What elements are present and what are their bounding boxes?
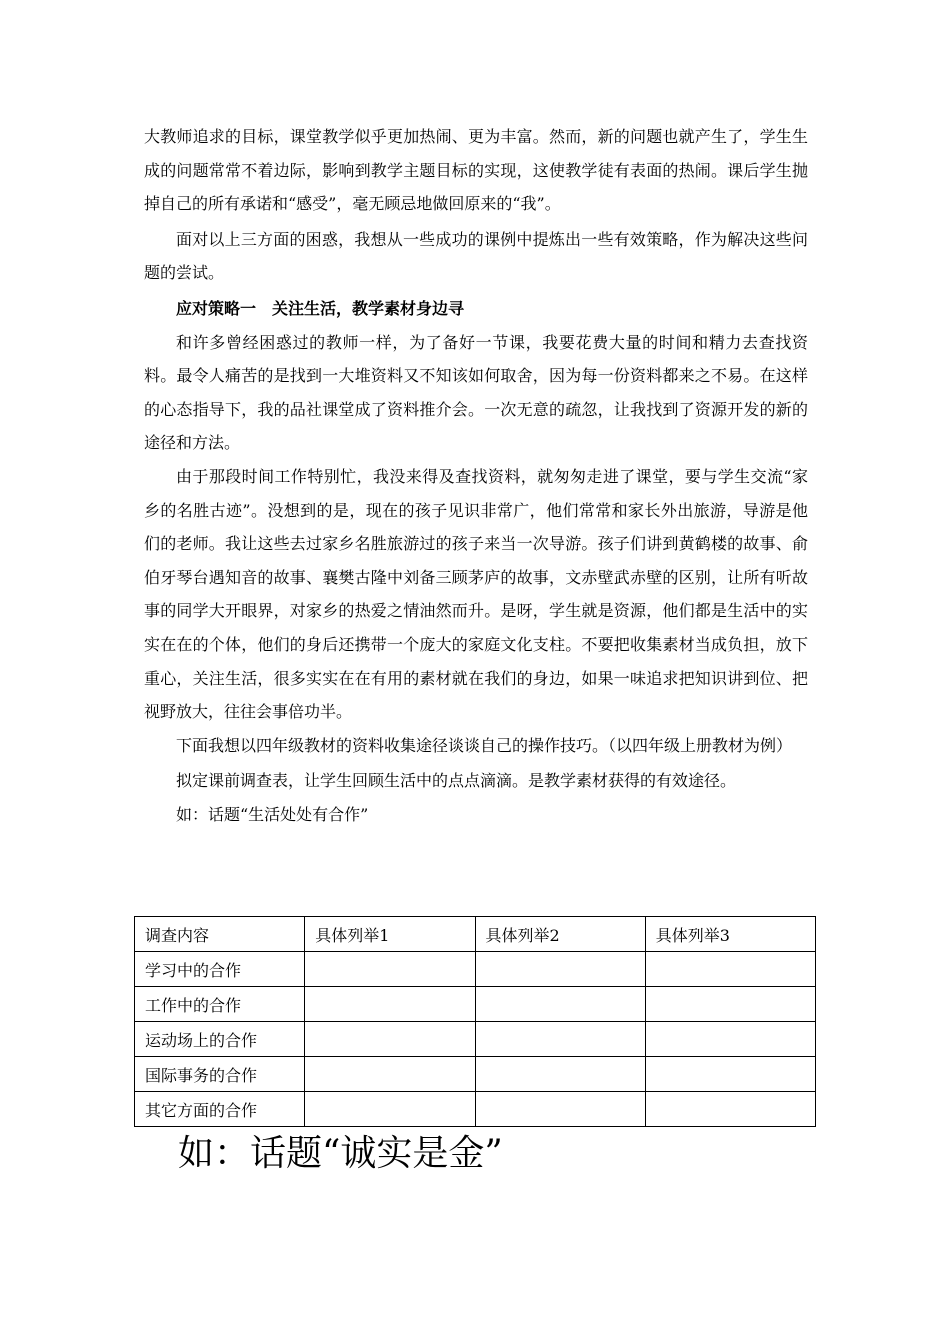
- header-cell: 调查内容: [135, 917, 305, 952]
- paragraph-method: 下面我想以四年级教材的资料收集途径谈谈自己的操作技巧。（以四年级上册教材为例）: [176, 735, 793, 755]
- empty-cell: [645, 1092, 815, 1127]
- empty-cell: [475, 1022, 645, 1057]
- header-cell: 具体列举1: [305, 917, 475, 952]
- row-label: 运动场上的合作: [135, 1022, 305, 1057]
- paragraph-transition: 面对以上三方面的困惑，我想从一些成功的课例中提炼出一些有效策略，作为解决这些问题的尝试。: [144, 229, 808, 283]
- table-row: [135, 952, 816, 987]
- paragraph-intro: 大教师追求的目标，课堂教学似乎更加热闹、更为丰富。然而，新的问题也就产生了，学生生成的问题常常不着边际，影响到教学主题目标的实现，这使教学徒有表面的热闹。课后学生抛掉自己的所有承诺和“感受”，毫无顾忌地做回原来的“我”。: [144, 127, 808, 214]
- table-row: [135, 1057, 816, 1092]
- empty-cell: [645, 987, 815, 1022]
- empty-cell: [645, 1057, 815, 1092]
- empty-cell: [305, 1092, 475, 1127]
- survey-table: [134, 916, 816, 1127]
- row-label: 其它方面的合作: [135, 1092, 305, 1127]
- empty-cell: [305, 1057, 475, 1092]
- empty-cell: [305, 952, 475, 987]
- row-label: 工作中的合作: [135, 987, 305, 1022]
- empty-cell: [645, 952, 815, 987]
- table-row: [135, 1022, 816, 1057]
- table-row: [135, 1092, 816, 1127]
- paragraph-struggle: 和许多曾经困惑过的教师一样，为了备好一节课，我要花费大量的时间和精力去查找资料。最令人痛苦的是找到一大堆资料又不知该如何取舍，因为每一份资料都来之不易。在这样的心态指导下，我的品社课堂成了资料推介会。一次无意的疏忽，让我找到了资源开发的新的途径和方法。: [144, 332, 808, 453]
- header-cell: 具体列举2: [475, 917, 645, 952]
- empty-cell: [475, 1057, 645, 1092]
- empty-cell: [305, 1022, 475, 1057]
- table-row: [135, 987, 816, 1022]
- large-topic-title: 如：话题“诚实是金”: [178, 1133, 503, 1174]
- row-label: 学习中的合作: [135, 952, 305, 987]
- row-label: 国际事务的合作: [135, 1057, 305, 1092]
- empty-cell: [475, 987, 645, 1022]
- table-caption: 如：话题“生活处处有合作”: [176, 804, 369, 824]
- empty-cell: [475, 952, 645, 987]
- empty-cell: [305, 987, 475, 1022]
- paragraph-survey-intro: 拟定课前调查表，让学生回顾生活中的点点滴滴。是教学素材获得的有效途径。: [176, 771, 737, 791]
- header-cell: 具体列举3: [645, 917, 815, 952]
- empty-cell: [475, 1092, 645, 1127]
- section-heading-strategy-1: 应对策略一 关注生活，教学素材身边寻: [176, 298, 465, 318]
- document-body: [144, 120, 808, 831]
- paragraph-story: 由于那段时间工作特别忙，我没来得及查找资料，就匆匆走进了课堂，要与学生交流“家乡的名胜古迹”。没想到的是，现在的孩子见识非常广，他们常常和家长外出旅游，导游是他们的老师。我让这些去过家乡名胜旅游过的孩子来当一次导游。孩子们讲到黄鹤楼的故事、俞伯牙琴台遇知音的故事、襄樊古隆中刘备三顾茅庐的故事，文赤壁武赤壁的区别，让所有听故事的同学大开眼界，对家乡的热爱之情油然而升。是呀，学生就是资源，他们都是生活中的实实在在的个体，他们的身后还携带一个庞大的家庭文化支柱。不要把收集素材当成负担，放下重心，关注生活，很多实实在在有用的素材就在我们的身边，如果一味追求把知识讲到位、把视野放大，往往会事倍功半。: [144, 466, 808, 722]
- empty-cell: [645, 1022, 815, 1057]
- table-header-row: [135, 917, 816, 952]
